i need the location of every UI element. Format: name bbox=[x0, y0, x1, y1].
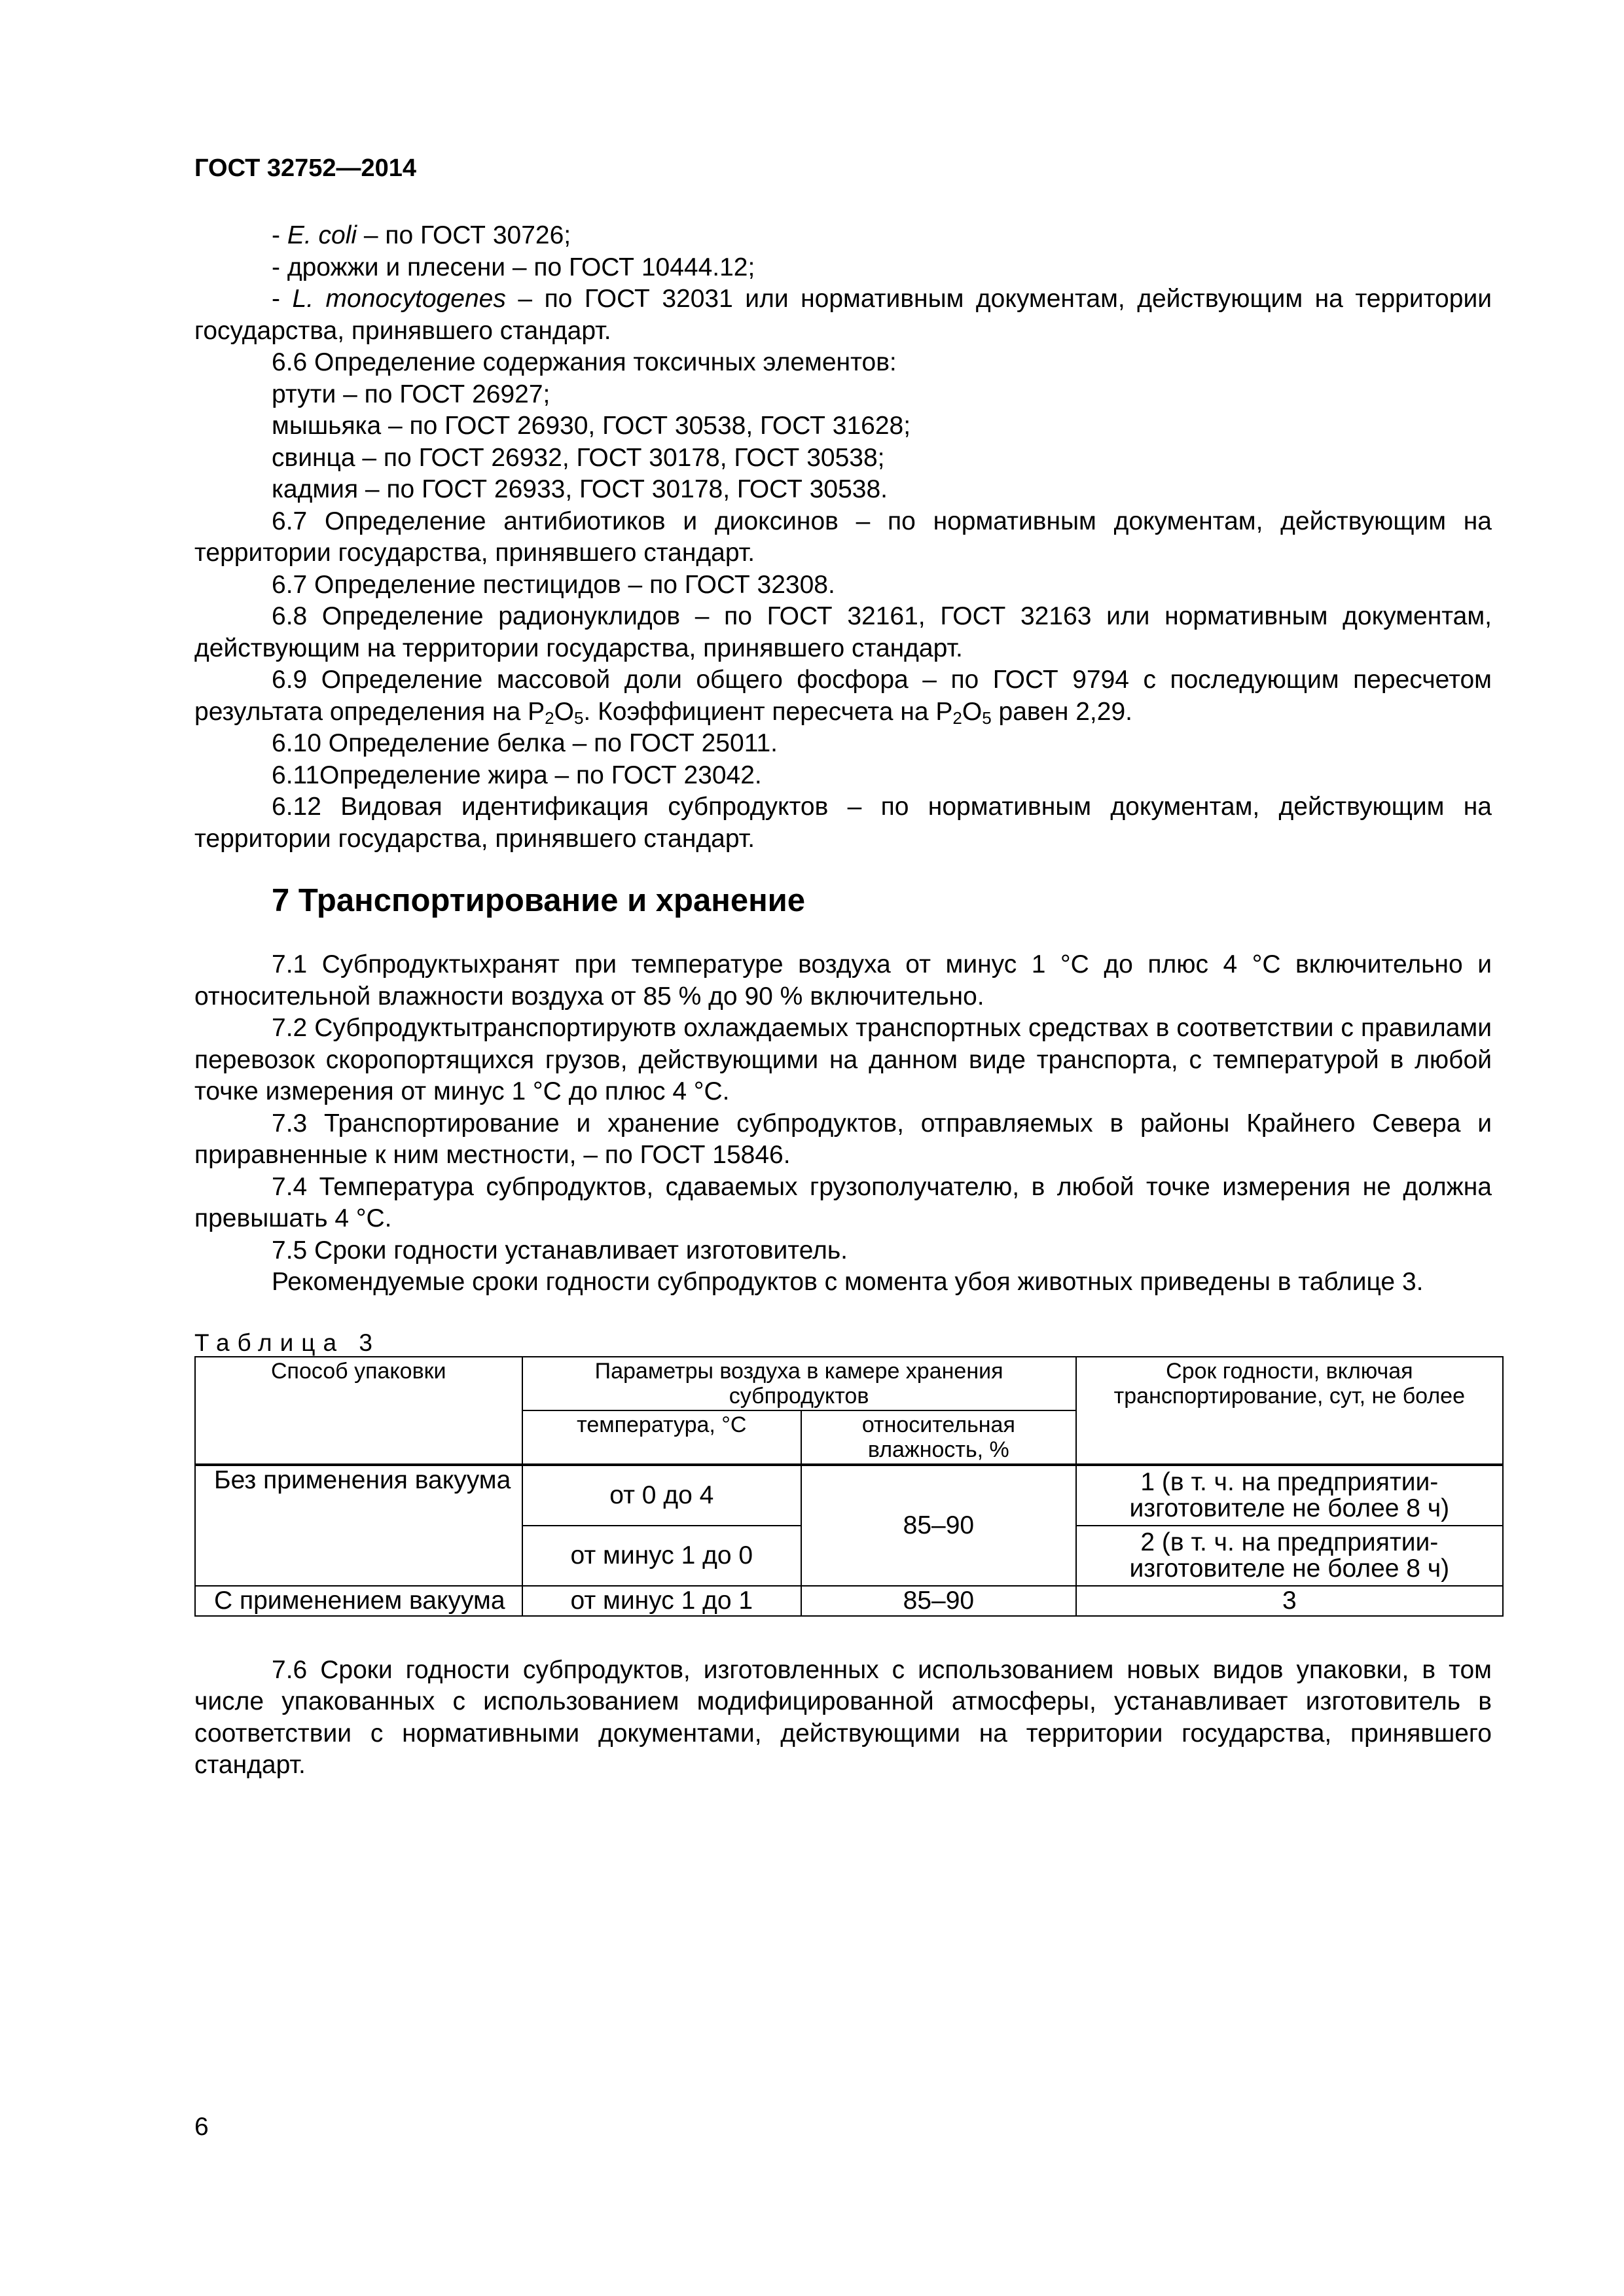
paragraph-6-6: 6.6 Определение содержания токсичных элементов: bbox=[272, 348, 897, 376]
paragraph-7-5: 7.5 Сроки годности устанавливает изготовитель. bbox=[272, 1236, 848, 1265]
list-item-mercury: ртути – по ГОСТ 26927; bbox=[272, 380, 550, 408]
table-row bbox=[195, 1586, 1503, 1616]
paragraph-7-2: 7.2 Субпродуктытранспортируютв охлаждаемых транспортных средствах в соответствии с правилами перевозок скоропортящихся грузов, действующими на данном виде транспорта, с температурой в любой точке измерения от минус 1 °С до плюс 4 °С. bbox=[194, 1014, 1492, 1105]
shelf-life-table bbox=[194, 1356, 1504, 1617]
cell-temp-m1-1: от минус 1 до 1 bbox=[522, 1586, 802, 1616]
paragraph-7-1: 7.1 Субпродуктыхранят при температуре воздуха от минус 1 °С до плюс 4 °С включительно и относительной влажности воздуха от 85 % до 90 % включительно. bbox=[194, 950, 1492, 1011]
paragraph-7-5-table-ref: Рекомендуемые сроки годности субпродуктов с момента убоя животных приведены в таблице 3. bbox=[272, 1268, 1424, 1296]
paragraph-7-6: 7.6 Сроки годности субпродуктов, изготовленных с использованием новых видов упаковки, в том числе упакованных с использованием модифицированной атмосферы, устанавливает изготовитель в соответствии с нормативными документами, действующими на территории государства, принявшего стандарт. bbox=[194, 1655, 1492, 1779]
paragraph-6-7-pesticides: 6.7 Определение пестицидов – по ГОСТ 32308. bbox=[272, 570, 835, 599]
cell-packing-vacuum: С применением вакуума bbox=[195, 1586, 522, 1616]
cell-temp-m1-0: от минус 1 до 0 bbox=[522, 1526, 802, 1586]
paragraph-7-4: 7.4 Температура субпродуктов, сдаваемых грузополучателю, в любой точке измерения не должна превышать 4 °С. bbox=[194, 1172, 1492, 1232]
cell-temp-0-4: от 0 до 4 bbox=[522, 1465, 802, 1526]
list-item-lead: свинца – по ГОСТ 26932, ГОСТ 30178, ГОСТ 30538; bbox=[272, 443, 885, 472]
paragraph-6-12: 6.12 Видовая идентификация субпродуктов – по нормативным документам, действующим на территории государства, принявшего стандарт. bbox=[194, 793, 1492, 853]
header-temperature: температура, °С bbox=[522, 1410, 802, 1465]
cell-humidity-b: 85–90 bbox=[801, 1586, 1076, 1616]
document-body bbox=[194, 220, 1492, 1782]
list-item-cadmium: кадмия – по ГОСТ 26933, ГОСТ 30178, ГОСТ 30538. bbox=[272, 475, 888, 503]
cell-life-1: 1 (в т. ч. на предприятии-изготовителе не более 8 ч) bbox=[1076, 1465, 1503, 1526]
section-7-title: 7 Транспортирование и хранение bbox=[272, 883, 806, 918]
cell-humidity-a: 85–90 bbox=[801, 1465, 1076, 1586]
cell-life-3: 3 bbox=[1076, 1586, 1503, 1616]
cell-life-2: 2 (в т. ч. на предприятии-изготовителе не более 8 ч) bbox=[1076, 1526, 1503, 1586]
table-row bbox=[195, 1465, 1503, 1526]
table-caption: Таблица 3 bbox=[194, 1329, 380, 1356]
paragraph-6-7-antibiotics: 6.7 Определение антибиотиков и диоксинов – по нормативным документам, действующим на территории государства, принявшего стандарт. bbox=[194, 507, 1492, 567]
paragraph-6-8: 6.8 Определение радионуклидов – по ГОСТ 32161, ГОСТ 32163 или нормативным документам, действующим на территории государства, принявшего стандарт. bbox=[194, 602, 1492, 662]
page-number: 6 bbox=[194, 2113, 209, 2141]
paragraph-6-9: 6.9 Определение массовой доли общего фосфора – по ГОСТ 9794 с последующим пересчетом результата определения на $P_2O_5$. Коэффициент пересчета на $P_2O_5$ равен 2,29. bbox=[194, 666, 1492, 728]
header-air-params: Параметры воздуха в камере хранения субпродуктов bbox=[522, 1357, 1076, 1410]
list-item-listeria: - L. monocytogenes – по ГОСТ 32031 или нормативным документам, действующим на территории государства, принявшего стандарт. bbox=[194, 285, 1492, 345]
document-header: ГОСТ 32752—2014 bbox=[194, 154, 417, 182]
paragraph-7-3: 7.3 Транспортирование и хранение субпродуктов, отправляемых в районы Крайнего Севера и приравненные к ним местности, – по ГОСТ 15846. bbox=[194, 1109, 1492, 1169]
cell-packing-no-vacuum: Без применения вакуума bbox=[195, 1465, 522, 1586]
list-item-yeast: - дрожжи и плесени – по ГОСТ 10444.12; bbox=[272, 253, 755, 281]
paragraph-6-10: 6.10 Определение белка – по ГОСТ 25011. bbox=[272, 729, 778, 757]
header-shelf-life: Срок годности, включая транспортирование, сут, не более bbox=[1076, 1357, 1503, 1465]
header-packing: Способ упаковки bbox=[195, 1357, 522, 1465]
list-item-ecoli: - E. coli – по ГОСТ 30726; bbox=[272, 221, 571, 249]
header-humidity: относительная влажность, % bbox=[801, 1410, 1076, 1465]
paragraph-6-11: 6.11Определение жира – по ГОСТ 23042. bbox=[272, 761, 762, 789]
list-item-arsenic: мышьяка – по ГОСТ 26930, ГОСТ 30538, ГОСТ 31628; bbox=[272, 412, 911, 440]
